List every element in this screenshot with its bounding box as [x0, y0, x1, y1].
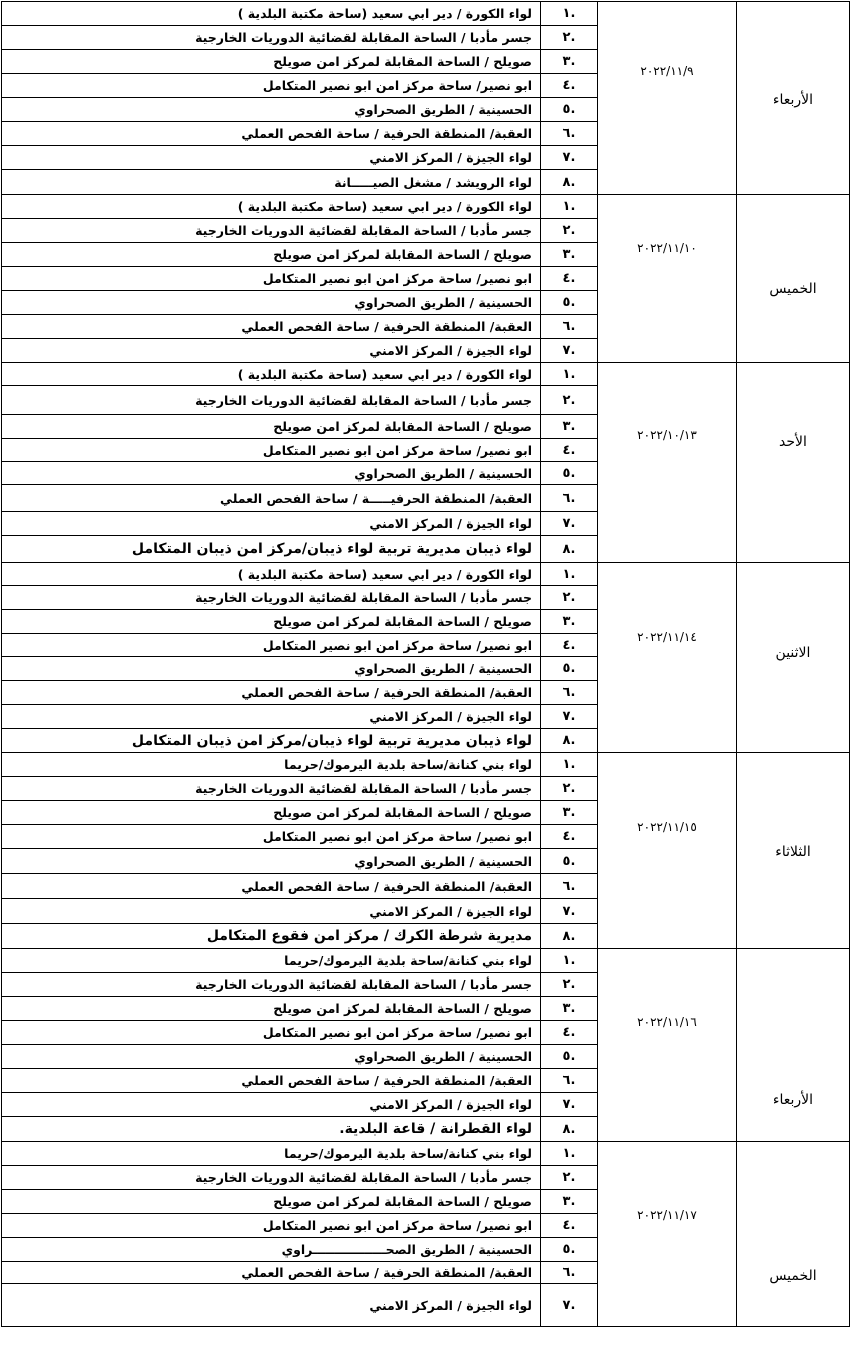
location-cell: الحسينية / الطريق الصحـــــــــــــــــراوي	[2, 1238, 541, 1262]
location-cell: العقبة/ المنطقة الحرفية / ساحة الفحص العملي	[2, 1262, 541, 1284]
schedule-row	[2, 363, 850, 386]
row-number-cell: ١.	[541, 363, 598, 386]
day-label: الاثنين	[775, 645, 811, 661]
row-number-cell: ٧.	[541, 899, 598, 924]
date-cell	[598, 2, 737, 195]
row-number-cell: ٦.	[541, 1069, 598, 1093]
location-cell: جسر مأدبا / الساحة المقابلة لقضائية الدوريات الخارجية	[2, 219, 541, 243]
day-cell	[737, 2, 850, 195]
location-cell: جسر مأدبا / الساحة المقابلة لقضائية الدوريات الخارجية	[2, 386, 541, 415]
row-number-cell: ٧.	[541, 146, 598, 170]
row-number-cell: ٢.	[541, 777, 598, 801]
day-cell	[737, 753, 850, 949]
row-number-cell: ١.	[541, 753, 598, 777]
location-cell: لواء الجيزة / المركز الامني	[2, 339, 541, 363]
date-label: ٢٠٢٢/١١/٩	[640, 64, 694, 78]
location-cell: الحسينية / الطريق الصحراوي	[2, 657, 541, 681]
row-number-cell: ٣.	[541, 243, 598, 267]
row-number-cell: ٤.	[541, 74, 598, 98]
row-number-cell: ٣.	[541, 997, 598, 1021]
date-label: ٢٠٢٢/١١/١٤	[637, 630, 697, 644]
row-number-cell: ١.	[541, 563, 598, 586]
row-number-cell: ٨.	[541, 170, 598, 195]
schedule-body	[2, 2, 850, 1327]
row-number-cell: ٨.	[541, 536, 598, 563]
row-number-cell: ٢.	[541, 1166, 598, 1190]
location-cell: لواء بني كنانة/ساحة بلدية اليرموك/حريما	[2, 1142, 541, 1166]
row-number-cell: ٢.	[541, 26, 598, 50]
location-cell: جسر مأدبا / الساحة المقابلة لقضائية الدوريات الخارجية	[2, 26, 541, 50]
day-cell	[737, 195, 850, 363]
row-number-cell: ١.	[541, 195, 598, 219]
day-label: الثلاثاء	[775, 844, 811, 860]
day-label: الخميس	[769, 1268, 817, 1284]
location-cell: الحسينية / الطريق الصحراوي	[2, 462, 541, 485]
row-number-cell: ٥.	[541, 98, 598, 122]
location-cell: الحسينية / الطريق الصحراوي	[2, 98, 541, 122]
row-number-cell: ٤.	[541, 267, 598, 291]
location-cell: لواء بني كنانة/ساحة بلدية اليرموك/حريما	[2, 949, 541, 973]
day-cell	[737, 949, 850, 1142]
location-cell: ابو نصير/ ساحة مركز امن ابو نصير المتكامل	[2, 267, 541, 291]
location-cell: صويلح / الساحة المقابلة لمركز امن صويلح	[2, 415, 541, 439]
day-label: الأربعاء	[772, 1092, 814, 1108]
location-cell: لواء الجيزة / المركز الامني	[2, 146, 541, 170]
location-cell: صويلح / الساحة المقابلة لمركز امن صويلح	[2, 50, 541, 74]
row-number-cell: ٥.	[541, 291, 598, 315]
date-cell	[598, 563, 737, 753]
date-label: ٢٠٢٢/١١/١٦	[637, 1015, 697, 1029]
location-cell: صويلح / الساحة المقابلة لمركز امن صويلح	[2, 1190, 541, 1214]
row-number-cell: ٦.	[541, 874, 598, 899]
location-cell: العقبة/ المنطقة الحرفية / ساحة الفحص العملي	[2, 1069, 541, 1093]
date-cell	[598, 1142, 737, 1327]
location-cell: صويلح / الساحة المقابلة لمركز امن صويلح	[2, 801, 541, 825]
row-number-cell: ٣.	[541, 1190, 598, 1214]
row-number-cell: ١.	[541, 1142, 598, 1166]
row-number-cell: ٧.	[541, 339, 598, 363]
location-cell: لواء الجيزة / المركز الامني	[2, 705, 541, 729]
row-number-cell: ١.	[541, 949, 598, 973]
row-number-cell: ٨.	[541, 1117, 598, 1142]
location-cell: صويلح / الساحة المقابلة لمركز امن صويلح	[2, 997, 541, 1021]
schedule-row	[2, 563, 850, 586]
location-cell: لواء الكورة / دير ابي سعيد (ساحة مكتبة البلدية )	[2, 363, 541, 386]
location-cell: لواء الكورة / دير ابي سعيد (ساحة مكتبة البلدية )	[2, 563, 541, 586]
date-label: ٢٠٢٢/١٠/١٣	[637, 428, 697, 442]
row-number-cell: ٦.	[541, 681, 598, 705]
location-cell: لواء الجيزة / المركز الامني	[2, 512, 541, 536]
location-cell: ابو نصير/ ساحة مركز امن ابو نصير المتكامل	[2, 1021, 541, 1045]
row-number-cell: ٥.	[541, 1238, 598, 1262]
row-number-cell: ٥.	[541, 849, 598, 874]
location-cell: ابو نصير/ ساحة مركز امن ابو نصير المتكامل	[2, 825, 541, 849]
location-cell: لواء الكورة / دير ابي سعيد (ساحة مكتبة البلدية )	[2, 2, 541, 26]
location-cell: لواء بني كنانة/ساحة بلدية اليرموك/حريما	[2, 753, 541, 777]
location-cell: ابو نصير/ ساحة مركز امن ابو نصير المتكامل	[2, 1214, 541, 1238]
location-cell: لواء الجيزة / المركز الامني	[2, 899, 541, 924]
location-cell: الحسينية / الطريق الصحراوي	[2, 1045, 541, 1069]
location-cell: العقبة/ المنطقة الحرفية / ساحة الفحص العملي	[2, 681, 541, 705]
row-number-cell: ٢.	[541, 219, 598, 243]
row-number-cell: ٣.	[541, 610, 598, 634]
location-cell: العقبة/ المنطقة الحرفية / ساحة الفحص العملي	[2, 315, 541, 339]
row-number-cell: ٣.	[541, 801, 598, 825]
row-number-cell: ٧.	[541, 512, 598, 536]
location-cell: العقبة/ المنطقة الحرفية / ساحة الفحص العملي	[2, 122, 541, 146]
location-cell: الحسينية / الطريق الصحراوي	[2, 849, 541, 874]
row-number-cell: ٨.	[541, 729, 598, 753]
date-cell	[598, 949, 737, 1142]
row-number-cell: ٧.	[541, 705, 598, 729]
location-cell: الحسينية / الطريق الصحراوي	[2, 291, 541, 315]
location-cell: مديرية شرطة الكرك / مركز امن فقوع المتكامل	[2, 924, 541, 949]
location-cell: العقبة/ المنطقة الحرفيـــــة / ساحة الفحص العملي	[2, 485, 541, 512]
day-label: الأحد	[779, 434, 807, 450]
schedule-row	[2, 753, 850, 777]
location-cell: لواء الكورة / دير ابي سعيد (ساحة مكتبة البلدية )	[2, 195, 541, 219]
location-cell: لواء الجيزة / المركز الامني	[2, 1093, 541, 1117]
row-number-cell: ٢.	[541, 973, 598, 997]
location-cell: جسر مأدبا / الساحة المقابلة لقضائية الدوريات الخارجية	[2, 777, 541, 801]
row-number-cell: ٤.	[541, 1021, 598, 1045]
date-cell	[598, 753, 737, 949]
date-label: ٢٠٢٢/١١/١٠	[637, 241, 697, 255]
row-number-cell: ٥.	[541, 462, 598, 485]
row-number-cell: ٧.	[541, 1093, 598, 1117]
schedule-row	[2, 1142, 850, 1166]
location-cell: صويلح / الساحة المقابلة لمركز امن صويلح	[2, 243, 541, 267]
day-cell	[737, 1142, 850, 1327]
row-number-cell: ٥.	[541, 1045, 598, 1069]
day-cell	[737, 363, 850, 563]
location-cell: لواء ذيبان مديرية تربية لواء ذيبان/مركز امن ذيبان المتكامل	[2, 729, 541, 753]
day-label: الأربعاء	[772, 92, 814, 108]
location-cell: جسر مأدبا / الساحة المقابلة لقضائية الدوريات الخارجية	[2, 586, 541, 610]
row-number-cell: ٨.	[541, 924, 598, 949]
row-number-cell: ٤.	[541, 1214, 598, 1238]
row-number-cell: ٥.	[541, 657, 598, 681]
date-label: ٢٠٢٢/١١/١٥	[637, 820, 697, 834]
row-number-cell: ٤.	[541, 634, 598, 657]
date-cell	[598, 195, 737, 363]
day-cell	[737, 563, 850, 753]
row-number-cell: ٤.	[541, 439, 598, 462]
location-cell: لواء الجيزة / المركز الامني	[2, 1284, 541, 1327]
date-cell	[598, 363, 737, 563]
location-cell: ابو نصير/ ساحة مركز امن ابو نصير المتكامل	[2, 634, 541, 657]
row-number-cell: ٢.	[541, 386, 598, 415]
row-number-cell: ٢.	[541, 586, 598, 610]
row-number-cell: ٧.	[541, 1284, 598, 1327]
location-cell: ابو نصير/ ساحة مركز امن ابو نصير المتكامل	[2, 74, 541, 98]
day-label: الخميس	[769, 281, 817, 297]
row-number-cell: ٦.	[541, 315, 598, 339]
row-number-cell: ٤.	[541, 825, 598, 849]
row-number-cell: ٣.	[541, 415, 598, 439]
location-cell: لواء القطرانة / قاعة البلدية.	[2, 1117, 541, 1142]
row-number-cell: ٦.	[541, 1262, 598, 1284]
schedule-row	[2, 949, 850, 973]
row-number-cell: ٦.	[541, 122, 598, 146]
row-number-cell: ٣.	[541, 50, 598, 74]
row-number-cell: ٦.	[541, 485, 598, 512]
schedule-table	[1, 1, 850, 1327]
location-cell: لواء ذيبان مديرية تربية لواء ذيبان/مركز امن ذيبان المتكامل	[2, 536, 541, 563]
date-label: ٢٠٢٢/١١/١٧	[637, 1208, 697, 1222]
location-cell: جسر مأدبا / الساحة المقابلة لقضائية الدوريات الخارجية	[2, 1166, 541, 1190]
schedule-row	[2, 195, 850, 219]
schedule-row	[2, 2, 850, 26]
location-cell: العقبة/ المنطقة الحرفية / ساحة الفحص العملي	[2, 874, 541, 899]
location-cell: جسر مأدبا / الساحة المقابلة لقضائية الدوريات الخارجية	[2, 973, 541, 997]
location-cell: صويلح / الساحة المقابلة لمركز امن صويلح	[2, 610, 541, 634]
row-number-cell: ١.	[541, 2, 598, 26]
location-cell: لواء الرويشد / مشغل الصيـــــانة	[2, 170, 541, 195]
location-cell: ابو نصير/ ساحة مركز امن ابو نصير المتكامل	[2, 439, 541, 462]
